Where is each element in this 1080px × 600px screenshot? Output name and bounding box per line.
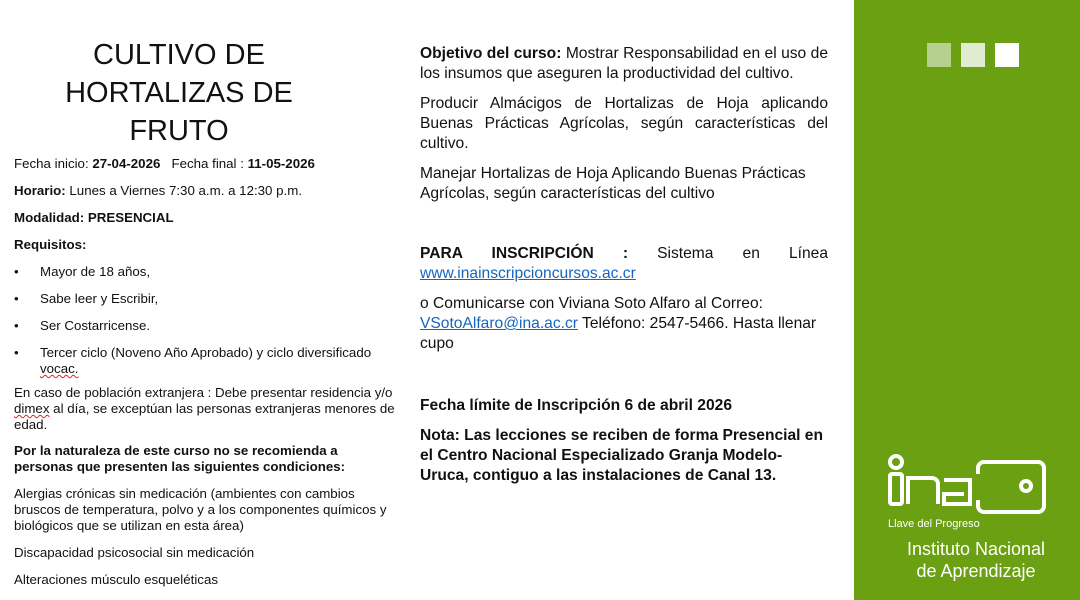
bullet-icon: • bbox=[14, 291, 19, 306]
square-icon bbox=[995, 43, 1019, 67]
course-dates: Fecha inicio: 27-04-2026 Fecha final : 11-05-2026 bbox=[14, 156, 315, 171]
left-column bbox=[14, 36, 400, 599]
conditions-heading: Por la naturaleza de este curso no se recomienda a personas que presenten las siguientes condiciones: bbox=[14, 443, 346, 474]
brand-panel bbox=[854, 0, 1080, 600]
list-item: • Mayor de 18 años, bbox=[14, 264, 151, 279]
objective: Objetivo del curso: Mostrar Responsabilidad en el uso de los insumos que aseguren la productividad del cultivo. bbox=[420, 45, 828, 82]
bullet-icon: • bbox=[14, 345, 19, 360]
start-date: 27-04-2026 bbox=[92, 156, 161, 171]
end-date: 11-05-2026 bbox=[247, 156, 315, 171]
tagline: Llave del Progreso bbox=[888, 518, 980, 530]
bullet-icon: • bbox=[14, 264, 19, 279]
email-link[interactable]: VSotoAlfaro@ina.ac.cr bbox=[420, 315, 578, 332]
bullet-icon: • bbox=[14, 318, 19, 333]
registration-link[interactable]: www.inainscripcioncursos.ac.cr bbox=[420, 265, 636, 282]
square-icon bbox=[961, 43, 985, 67]
condition-item: Discapacidad psicosocial sin medicación bbox=[14, 545, 255, 560]
requirements-list bbox=[14, 264, 400, 377]
key-logo-icon bbox=[886, 452, 1046, 516]
contact: o Comunicarse con Viviana Soto Alfaro al Correo: VSotoAlfaro@ina.ac.cr Teléfono: 2547-5466. Hasta llenar cupo bbox=[420, 295, 817, 352]
requirements-heading: Requisitos: bbox=[14, 237, 87, 252]
right-column bbox=[420, 44, 828, 496]
condition-item: Alergias crónicas sin medicación (ambientes con cambios bruscos de temperatura, polvo y a los componentes químicos y biológicos que se utilizan en esta área) bbox=[14, 486, 387, 533]
page-title: CULTIVO DE HORTALIZAS DE FRUTO bbox=[65, 39, 293, 147]
condition-item: Alteraciones músculo esqueléticas bbox=[14, 572, 218, 587]
ina-logo bbox=[886, 452, 1076, 597]
list-item: • Ser Costarricense. bbox=[14, 318, 151, 333]
objective-p2: Producir Almácigos de Hortalizas de Hoja aplicando Buenas Prácticas Agrícolas, según características del cultivo. bbox=[420, 95, 828, 152]
square-icon bbox=[927, 43, 951, 67]
registration: PARA INSCRIPCIÓN : Sistema en Línea www.inainscripcioncursos.ac.cr bbox=[420, 245, 828, 282]
objective-p3: Manejar Hortalizas de Hoja Aplicando Buenas Prácticas Agrícolas, según características del cultivo bbox=[420, 165, 806, 202]
list-item: • Sabe leer y Escribir, bbox=[14, 291, 159, 306]
note: Nota: Las lecciones se reciben de forma Presencial en el Centro Nacional Especializado Granja Modelo-Uruca, contiguo a las instalaciones de Canal 13. bbox=[420, 427, 824, 484]
schedule: Horario: Lunes a Viernes 7:30 a.m. a 12:30 p.m. bbox=[14, 183, 303, 198]
deadline: Fecha límite de Inscripción 6 de abril 2026 bbox=[420, 397, 732, 414]
institution-name: Instituto Nacional de Aprendizaje bbox=[906, 539, 1046, 581]
list-item: • Tercer ciclo (Noveno Año Aprobado) y ciclo diversificado vocac. bbox=[14, 345, 372, 376]
modality: Modalidad: PRESENCIAL bbox=[14, 210, 174, 225]
foreign-note: En caso de población extranjera : Debe presentar residencia y/o dimex al día, se exceptúan las personas extranjeras menores de edad. bbox=[14, 385, 395, 432]
